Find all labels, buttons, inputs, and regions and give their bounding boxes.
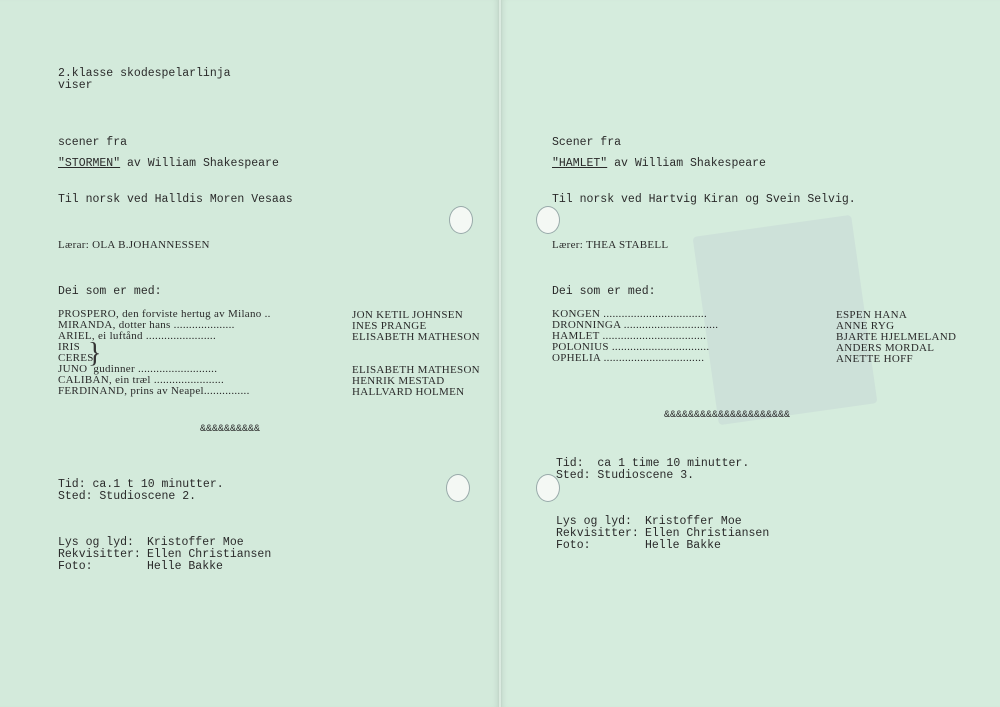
cast-heading: Dei som er med: [552, 285, 656, 298]
play-author: av William Shakespeare [607, 157, 766, 170]
credit-label: Rekvisitter: [556, 527, 639, 540]
header-line: viser [58, 79, 93, 92]
credit-label: Lys og lyd: [58, 536, 134, 549]
cast-actor: JON KETIL JOHNSEN [352, 309, 464, 321]
credit-label: Foto: [556, 539, 591, 552]
cast-role: ARIEL, ei luftånd ....................... [58, 330, 217, 342]
cast-actor: ANNE RYG [836, 320, 895, 332]
cast-role: HAMLET .................................. [552, 330, 707, 342]
teacher: Lærar: OLA B.JOHANNESSEN [58, 239, 210, 251]
credit-label: Lys og lyd: [556, 515, 632, 528]
play-title: "HAMLET" [552, 157, 608, 170]
cast-role: POLONIUS ................................ [552, 341, 710, 353]
play-title-line [552, 158, 766, 170]
cast-list [552, 309, 972, 369]
cast-role: FERDINAND, prins av Neapel............... [58, 385, 250, 397]
cast-actor: HENRIK MESTAD [352, 375, 445, 387]
punch-hole [536, 206, 560, 234]
credit-name: Kristoffer Moe [147, 536, 244, 549]
cast-actor: INES PRANGE [352, 320, 427, 332]
credit-label: Foto: [58, 560, 93, 573]
place-info: Sted: Studioscene 3. [556, 469, 695, 482]
scenes-from-label: Scener fra [552, 136, 622, 149]
cast-actor: ELISABETH MATHESON [352, 364, 480, 376]
play-title-line [58, 158, 279, 170]
cast-actor: ELISABETH MATHESON [352, 331, 480, 343]
cast-heading: Dei som er med: [58, 285, 162, 298]
teacher: Lærer: THEA STABELL [552, 239, 669, 251]
cast-row [58, 331, 216, 343]
cast-row [58, 386, 250, 398]
credit-label: Rekvisitter: [58, 548, 141, 561]
cast-list [58, 309, 488, 399]
header-line: 2.klasse skodespelarlinja [58, 67, 231, 80]
play-title: "STORMEN" [58, 157, 121, 170]
cast-actor: ANDERS MORDAL [836, 342, 935, 354]
time-info: Tid: ca.1 t 10 minutter. [58, 478, 224, 491]
credit-name: Helle Bakke [147, 560, 223, 573]
cast-role: CALIBAN, ein træl ....................... [58, 374, 224, 386]
cast-role: JUNO gudinner .......................... [58, 363, 218, 375]
cast-actor: HALLVARD HOLMEN [352, 386, 465, 398]
separator: &&&&&&&&&& [200, 424, 261, 435]
credit-name: Kristoffer Moe [645, 515, 742, 528]
cast-role: IRIS [58, 341, 80, 353]
cast-row [552, 353, 704, 365]
scenes-from-label: scener fra [58, 136, 128, 149]
cast-role: PROSPERO, den forviste hertug av Milano .. [58, 308, 271, 320]
play-author: av William Shakespeare [120, 157, 279, 170]
cast-role: MIRANDA, dotter hans .................... [58, 319, 235, 331]
punch-hole [449, 206, 473, 234]
cast-role: OPHELIA ................................. [552, 352, 705, 364]
credit-name: Ellen Christiansen [147, 548, 272, 561]
credit-name: Ellen Christiansen [645, 527, 770, 540]
credit-name: Helle Bakke [645, 539, 721, 552]
punch-hole [446, 474, 470, 502]
time-info: Tid: ca 1 time 10 minutter. [556, 457, 750, 470]
cast-actor: ESPEN HANA [836, 309, 908, 321]
goddesses-brace: } [88, 338, 102, 369]
place-info: Sted: Studioscene 2. [58, 490, 197, 503]
cast-role: CERES [58, 352, 94, 364]
cast-role: DRONNINGA ............................... [552, 319, 719, 331]
translation-credit: Til norsk ved Halldis Moren Vesaas [58, 193, 293, 206]
separator: &&&&&&&&&&&&&&&&&&&&& [664, 410, 791, 421]
cast-actor: ANETTE HOFF [836, 353, 913, 365]
cast-actor: BJARTE HJELMELAND [836, 331, 957, 343]
cast-role: KONGEN .................................. [552, 308, 707, 320]
translation-credit: Til norsk ved Hartvig Kiran og Svein Selvig. [552, 193, 856, 206]
page-fold [498, 0, 502, 707]
